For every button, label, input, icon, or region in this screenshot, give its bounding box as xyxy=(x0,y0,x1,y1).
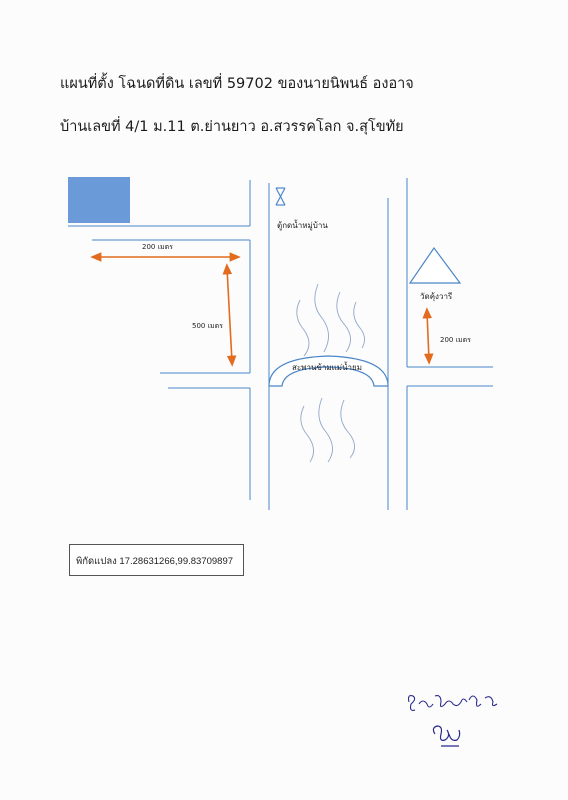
signature xyxy=(405,690,515,760)
water-tower-label: ตู้กดน้ำหมู่บ้าน xyxy=(277,221,328,230)
coordinates-text: พิกัดแปลง 17.28631266,99.83709897 xyxy=(76,556,234,567)
coordinates-box xyxy=(69,544,244,576)
page-title: แผนที่ตั้ง โฉนดที่ดิน เลขที่ 59702 ของนายนิพนธ์ องอาจ xyxy=(60,76,414,92)
parcel-marker xyxy=(68,177,130,223)
arrow-vertical-200 xyxy=(427,312,429,360)
distance-arrows xyxy=(95,257,429,362)
temple-icon xyxy=(410,248,460,283)
address-line: บ้านเลขที่ 4/1 ม.11 ต.ย่านยาว อ.สวรรคโลก จ.สุโขทัย xyxy=(60,119,404,135)
temple-label: วัดคุ้งวารี xyxy=(420,292,453,301)
bridge-label: สะพานข้ามแม่น้ำยม xyxy=(292,363,362,372)
arrow-vertical-500 xyxy=(227,268,232,362)
water-tower-icon xyxy=(276,188,285,205)
river-icon xyxy=(297,284,365,462)
distance-label-top: 200 เมตร xyxy=(142,243,173,251)
distance-label-left: 500 เมตร xyxy=(192,322,223,330)
distance-label-right: 200 เมตร xyxy=(440,336,471,344)
